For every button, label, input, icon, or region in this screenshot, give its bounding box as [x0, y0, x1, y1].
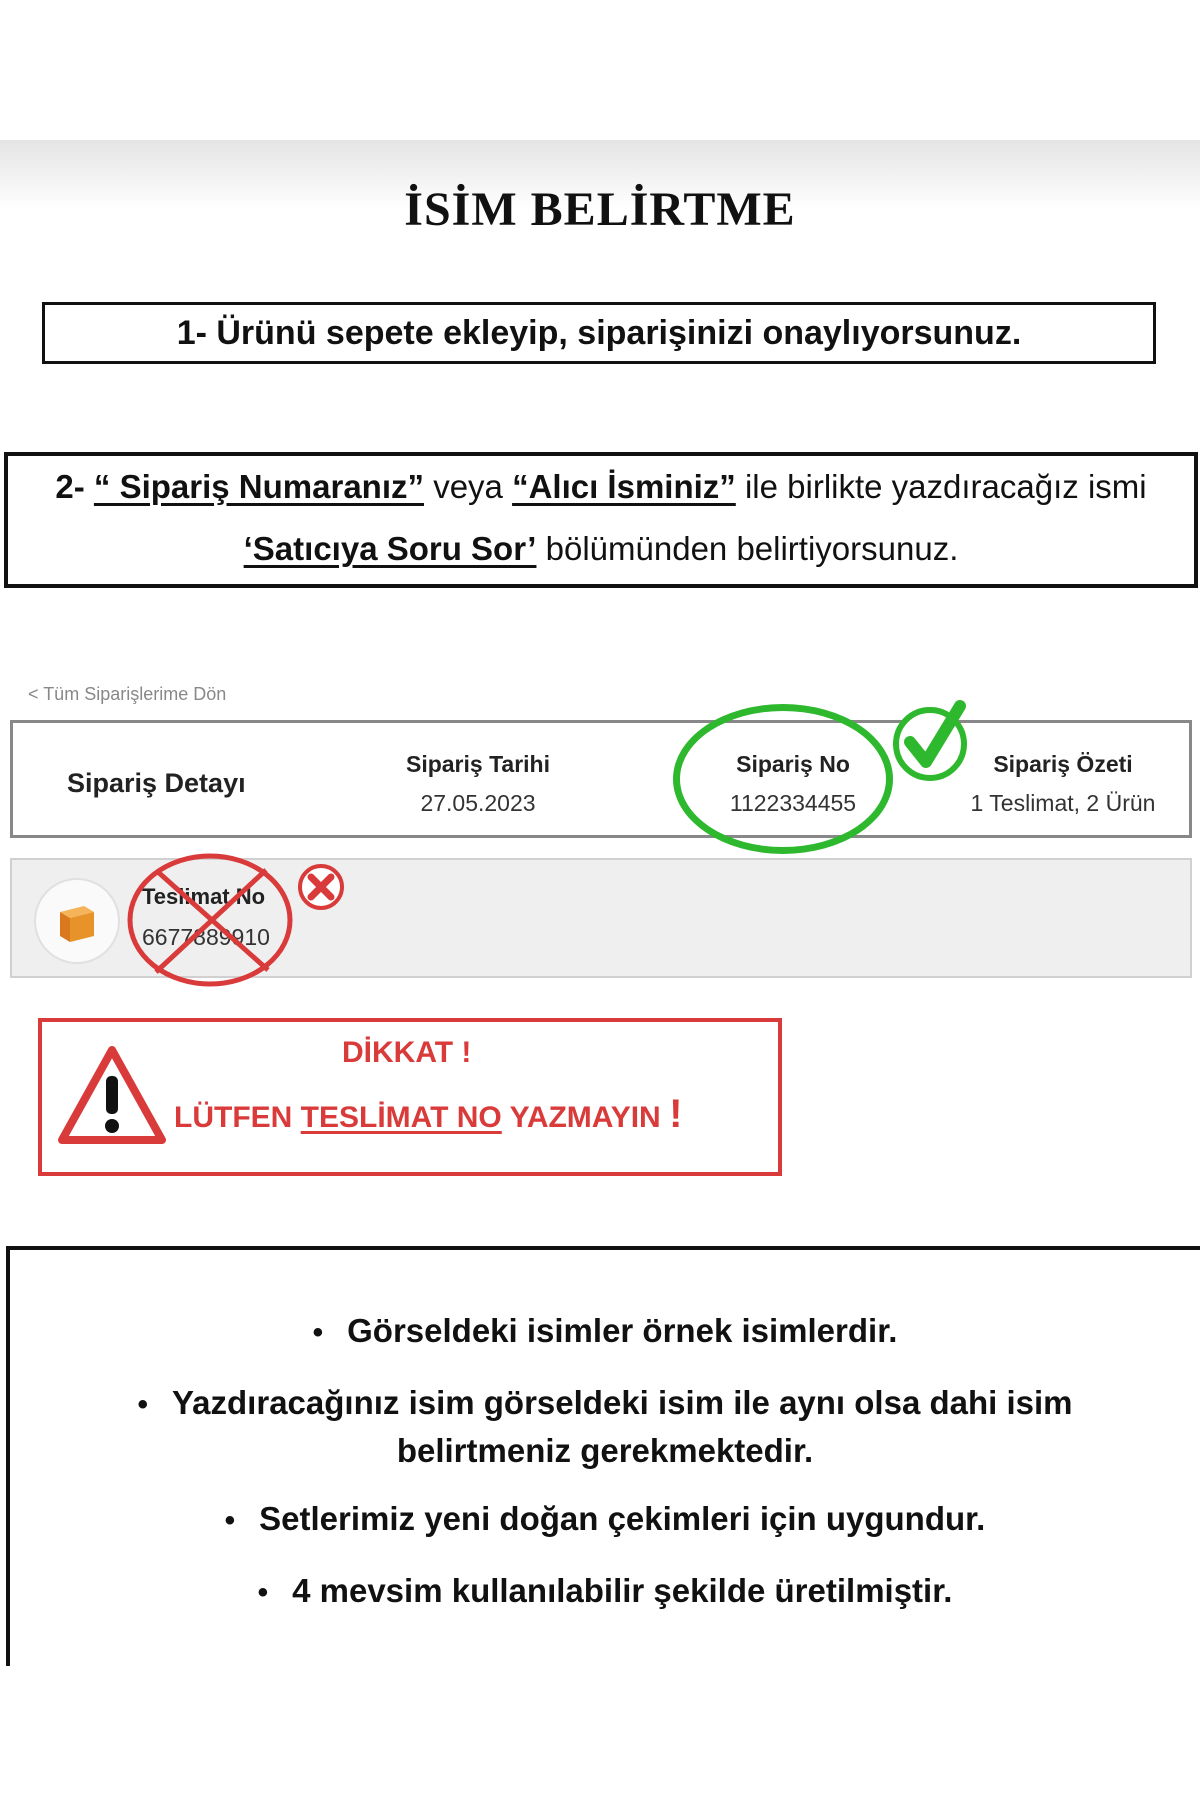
note-item	[10, 1380, 1200, 1474]
order-detail-panel	[10, 720, 1192, 838]
order-number-phrase: “ Sipariş Numaranız”	[93, 468, 425, 505]
step-2-line-1	[8, 468, 1194, 506]
shipment-number-crossout	[120, 850, 300, 990]
warning-text-post: YAZMAYIN	[509, 1101, 661, 1134]
step-1-box	[42, 302, 1156, 364]
step-2-line-2	[8, 530, 1194, 568]
ask-seller-phrase: ‘Satıcıya Soru Sor’	[243, 530, 537, 567]
warning-box	[38, 1018, 782, 1176]
note-text: Setlerimiz yeni doğan çekimleri için uygundur.	[259, 1500, 986, 1537]
order-detail-title: Sipariş Detayı	[67, 768, 246, 798]
bullet: •	[257, 1576, 269, 1609]
back-to-orders-link[interactable]: < Tüm Siparişlerime Dön	[28, 684, 227, 704]
note-text: 4 mevsim kullanılabilir şekilde üretilmiştir.	[292, 1572, 953, 1609]
step-2-box	[4, 452, 1198, 588]
order-number-label: Sipariş No	[736, 751, 850, 777]
bullet: •	[224, 1504, 236, 1537]
note-text: Yazdıracağınız isim görseldeki isim ile aynı olsa dahi isim belirtmeniz gerekmektedir.	[171, 1384, 1073, 1469]
order-summary-label: Sipariş Özeti	[993, 751, 1133, 777]
order-summary-cell	[943, 751, 1183, 817]
step-2-rest: ile birlikte yazdıracağız ismi	[744, 468, 1147, 505]
page-title: İSİM BELİRTME	[404, 183, 796, 236]
order-number-highlight	[673, 704, 893, 854]
order-date-label: Sipariş Tarihi	[405, 751, 550, 777]
warning-icon	[56, 1044, 168, 1148]
bullet: •	[137, 1388, 148, 1421]
notes-box	[6, 1246, 1200, 1666]
warning-text-pre: LÜTFEN	[174, 1101, 293, 1134]
order-number-value: 1122334455	[729, 790, 857, 816]
note-text: Görseldeki isimler örnek isimlerdir.	[347, 1312, 898, 1349]
recipient-name-phrase: “Alıcı İsminiz”	[512, 468, 736, 505]
step-2-prefix: 2-	[55, 468, 85, 505]
step-2-or: veya	[433, 468, 503, 505]
warning-text-underlined: TESLİMAT NO	[300, 1101, 502, 1134]
order-date-value: 27.05.2023	[420, 790, 536, 816]
x-icon	[296, 862, 346, 912]
note-item	[10, 1496, 1200, 1544]
warning-exclaim: !	[669, 1092, 683, 1136]
warning-title: DİKKAT !	[342, 1036, 472, 1069]
order-date-cell	[353, 751, 603, 817]
bullet: •	[312, 1316, 324, 1349]
note-item	[10, 1568, 1200, 1616]
warning-message	[174, 1092, 682, 1137]
check-icon	[890, 696, 978, 784]
step-2-suffix: bölümünden belirtiyorsunuz.	[545, 530, 959, 567]
package-icon	[34, 878, 120, 964]
shipment-number-value: 6677889910	[142, 924, 270, 950]
step-1-text: 1- Ürünü sepete ekleyip, siparişinizi onaylıyorsunuz.	[176, 313, 1022, 352]
note-item	[10, 1308, 1200, 1356]
order-summary-value: 1 Teslimat, 2 Ürün	[970, 790, 1156, 816]
shipment-number-label: Teslimat No	[142, 884, 266, 909]
